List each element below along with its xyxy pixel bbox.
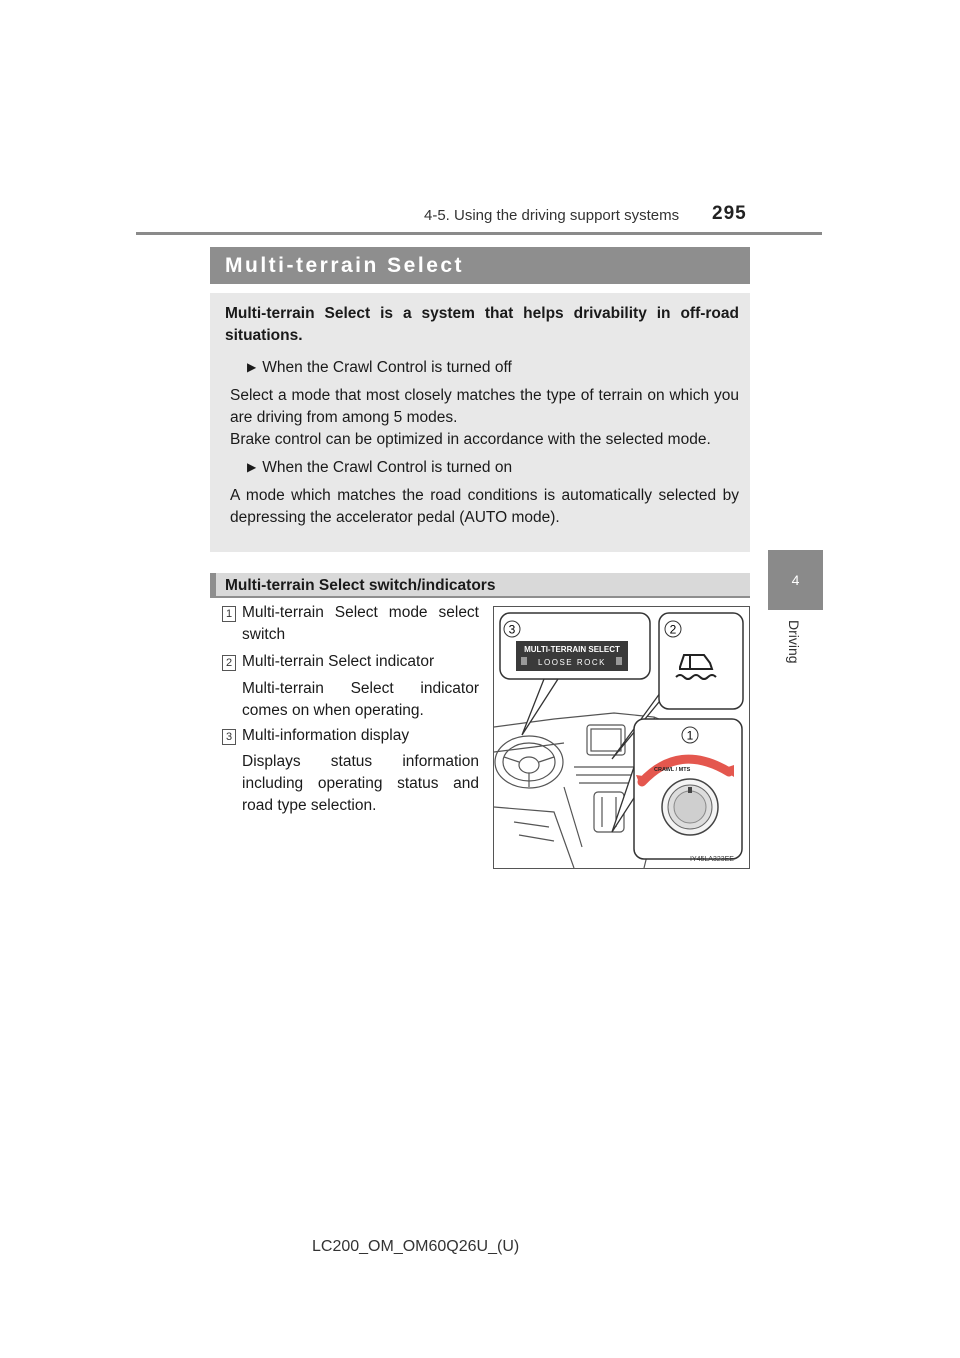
callout-number: 2: [669, 622, 677, 637]
item-number: 3: [222, 729, 236, 745]
chapter-label: Driving: [786, 620, 802, 664]
figure-code: IY45LA323EE: [690, 856, 734, 863]
item-number: 1: [222, 606, 236, 622]
item-number: 2: [222, 655, 236, 671]
page-number: 295: [712, 203, 747, 224]
item-title: Multi-terrain Select mode select switch: [242, 604, 479, 643]
case-paragraph: Select a mode that most closely matches the type of terrain on which you are driving from among 5 modes.: [230, 387, 739, 426]
case-paragraph: Brake control can be optimized in accordance with the selected mode.: [230, 431, 711, 448]
intro-box: [210, 293, 750, 552]
item-description: Displays status information including operating status and road type selection.: [242, 753, 479, 814]
display-arrow-left-icon: [521, 657, 527, 665]
sub-heading: Multi-terrain Select switch/indicators: [210, 573, 750, 598]
dashboard-illustration: [494, 607, 749, 868]
figure: [493, 606, 750, 869]
case-bullet: [247, 357, 739, 379]
document-code: LC200_OM_OM60Q26U_(U): [312, 1238, 520, 1255]
dial-label: CRAWL / MTS: [654, 767, 691, 773]
display-title: MULTI-TERRAIN SELECT: [524, 645, 620, 654]
item-title: Multi-terrain Select indicator: [242, 653, 435, 670]
case-bullet: [247, 457, 739, 479]
display-mode: LOOSE ROCK: [538, 658, 606, 667]
chapter-number: 4: [791, 572, 800, 588]
item-description: Multi-terrain Select indicator comes on when operating.: [242, 680, 479, 719]
case-paragraph: A mode which matches the road conditions is automatically selected by depressing the accelerator pedal (AUTO mode).: [230, 487, 739, 526]
triangle-bullet-icon: ▶: [247, 460, 257, 474]
callout-number: 1: [686, 728, 694, 743]
header-divider: [136, 232, 822, 235]
triangle-bullet-icon: ▶: [247, 360, 257, 374]
intro-lead: Multi-terrain Select is a system that helps drivability in off-road situations.: [225, 305, 739, 344]
display-arrow-right-icon: [616, 657, 622, 665]
main-heading: Multi-terrain Select: [210, 247, 750, 284]
chapter-tab: [768, 550, 823, 610]
callout-number: 3: [508, 622, 516, 637]
section-title: 4-5. Using the driving support systems: [424, 207, 680, 224]
mode-select-dial-icon: [662, 779, 718, 835]
case-bullet-text: When the Crawl Control is turned on: [262, 459, 513, 476]
chapter-label-wrap: [786, 620, 806, 680]
case-bullet-text: When the Crawl Control is turned off: [262, 359, 512, 376]
item-title: Multi-information display: [242, 727, 410, 744]
